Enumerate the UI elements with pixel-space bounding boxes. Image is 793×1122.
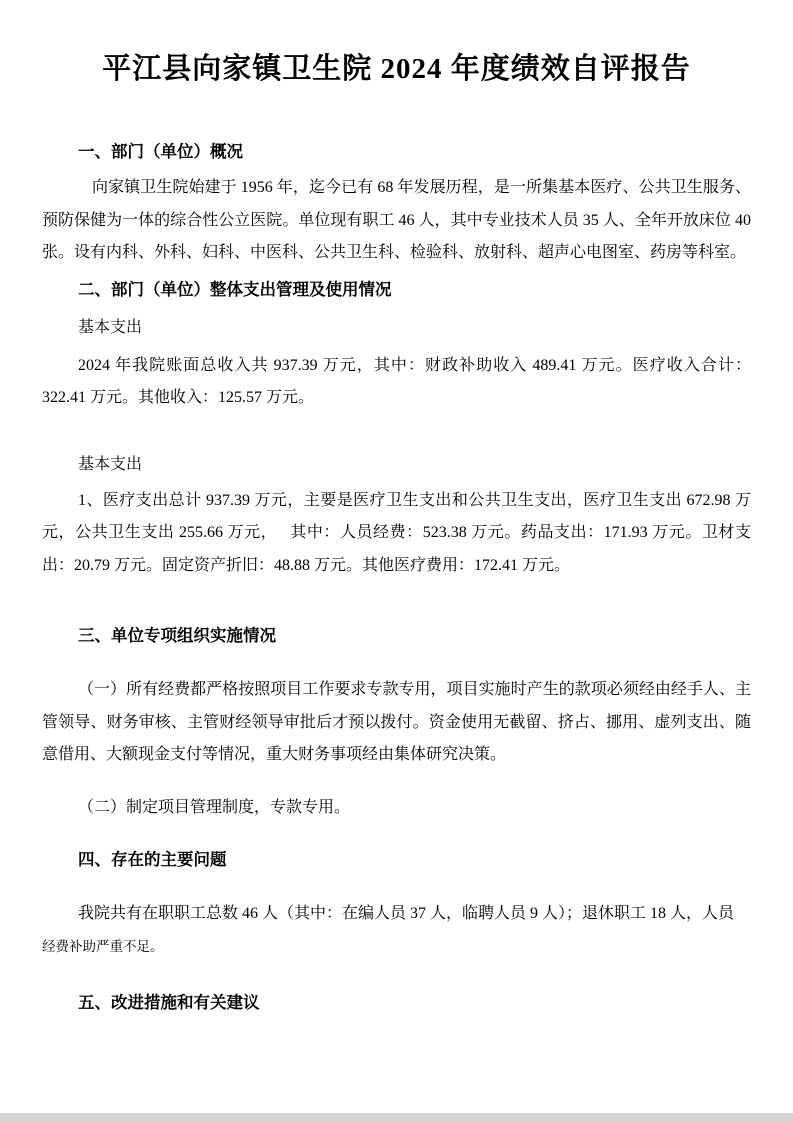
section-2-paragraph-expenditure: 1、医疗支出总计 937.39 万元，主要是医疗卫生支出和公共卫生支出，医疗卫生支出 672.98 万元，公共卫生支出 255.66 万元， 其中：人员经费：523.38 万元。药品支出：171.93 万元。卫材支出：20.79 万元。固定资产折旧：48.88 万元。其他医疗费用：172.41 万元。: [42, 491, 751, 574]
section-1-paragraph: 向家镇卫生院始建于 1956 年，迄今已有 68 年发展历程，是一所集基本医疗、公共卫生服务、预防保健为一体的综合性公立医院。单位现有职工 46 人，其中专业技术人员 35 人、全年开放床位 40 张。设有内科、外科、妇科、中医科、公共卫生科、检验科、放射科、超声心电图室、药房等科室。: [42, 179, 751, 261]
section-2-heading: 二、部门（单位）整体支出管理及使用情况: [78, 279, 392, 299]
document-title: 平江县向家镇卫生院 2024 年度绩效自评报告: [102, 53, 691, 85]
page-bottom-edge: [0, 1113, 793, 1122]
section-2-paragraph-income: 2024 年我院账面总收入共 937.39 万元，其中：财政补助收入 489.41 万元。医疗收入合计：322.41 万元。其他收入：125.57 万元。: [42, 356, 751, 406]
section-1-heading: 一、部门（单位）概况: [78, 142, 243, 161]
section-4-paragraph-line1: 我院共有在职职工总数 46 人（其中：在编人员 37 人，临聘人员 9 人）；退休职工 18 人，人员: [78, 905, 735, 922]
section-4-heading: 四、存在的主要问题: [78, 850, 227, 869]
section-4-paragraph-line2: 经费补助严重不足。: [42, 938, 164, 954]
section-4-paragraph: [42, 898, 751, 963]
section-3-paragraph-1: （一）所有经费都严格按照项目工作要求专款专用，项目实施时产生的款项必须经由经手人、主管领导、财务审核、主管财经领导审批后才预以拨付。资金使用无截留、挤占、挪用、虚列支出、随意借用、大额现金支付等情况，重大财务事项经由集体研究决策。: [42, 681, 751, 763]
section-5-heading: 五、改进措施和有关建议: [78, 993, 260, 1012]
subheading-basic-expenditure-1: 基本支出: [78, 318, 143, 336]
subheading-basic-expenditure-2: 基本支出: [78, 455, 143, 473]
section-3-paragraph-2: （二）制定项目管理制度，专款专用。: [78, 798, 351, 816]
section-3-heading: 三、单位专项组织实施情况: [78, 626, 276, 645]
